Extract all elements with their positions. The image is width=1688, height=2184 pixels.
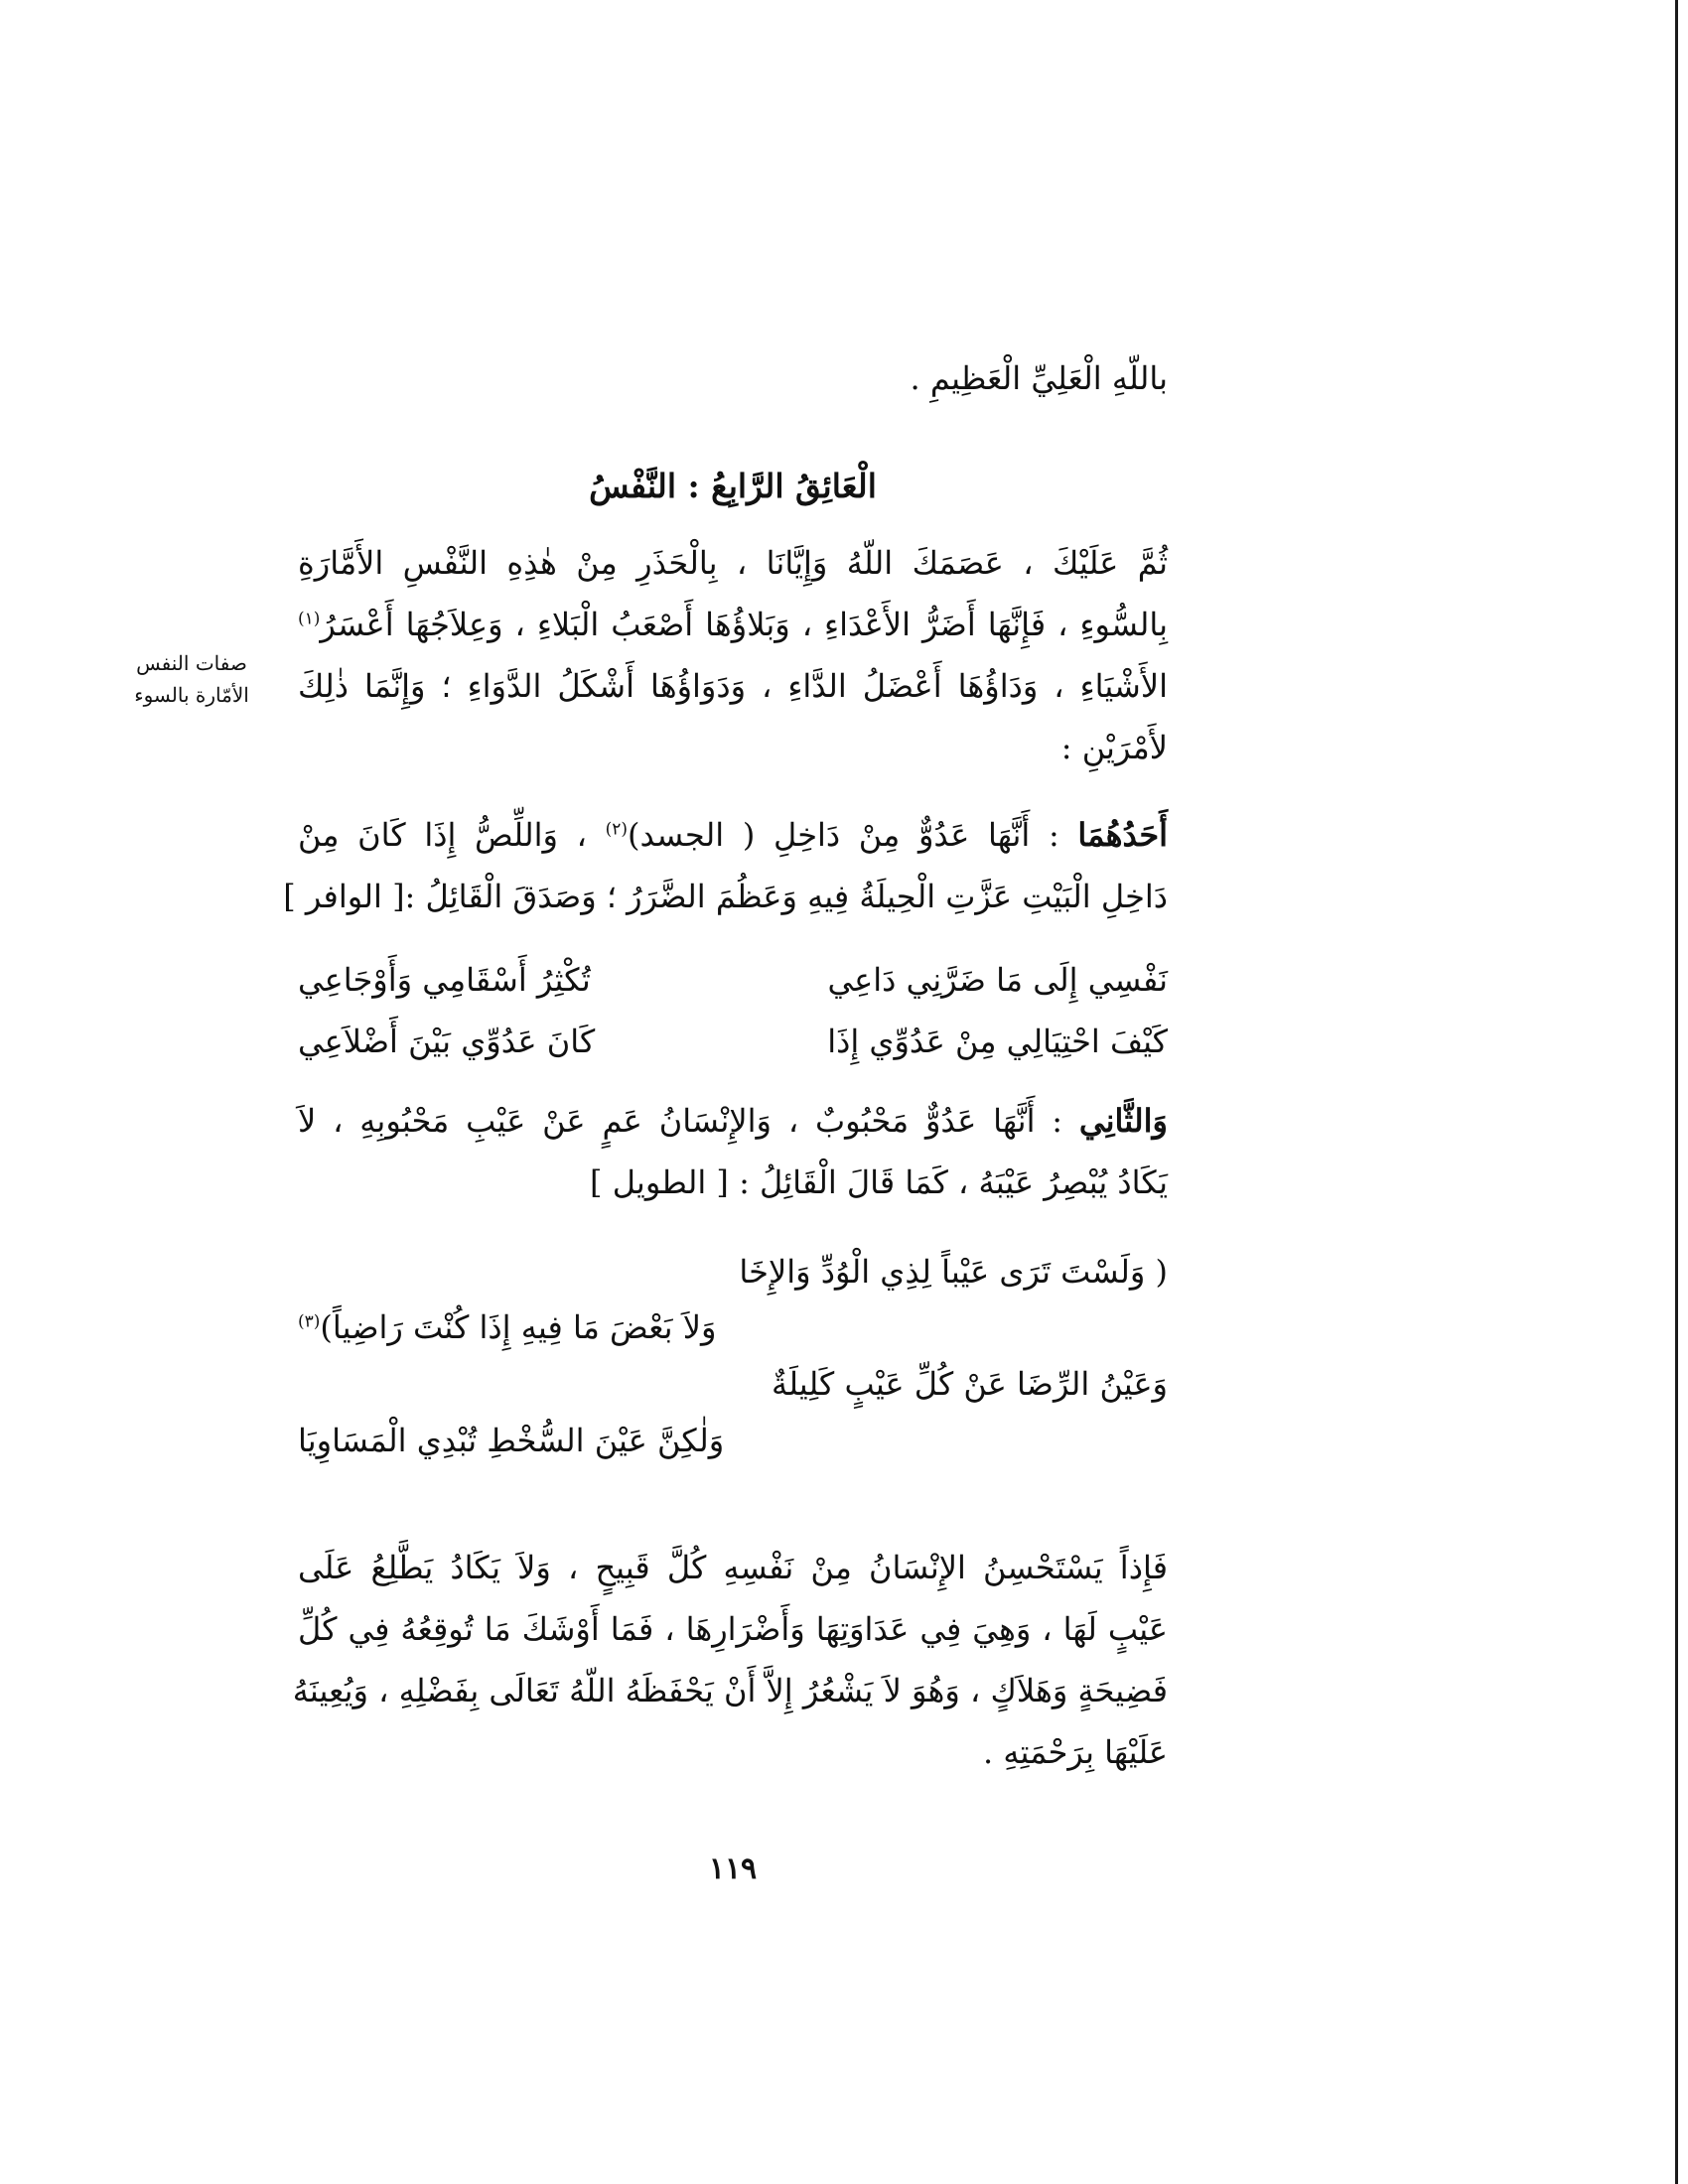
- footnote-marker-3: (٣): [298, 1311, 321, 1332]
- verse-2-line-4: وَلٰكِنَّ عَيْنَ السُّخْطِ تُبْدِي الْمَسَاوِيَا: [298, 1422, 725, 1459]
- verse-1-line-1-second-hemistich: تُكْثِرُ أَسْقَامِي وَأَوْجَاعِي: [298, 961, 591, 999]
- verse-1-line-1: [298, 961, 1168, 1023]
- paragraph-3: [298, 1102, 1168, 1225]
- margin-note: [107, 647, 276, 711]
- paragraph-2-line-2: دَاخِلِ الْبَيْتِ عَزَّتِ الْحِيلَةُ فِيهِ وَعَظُمَ الضَّرَرُ ؛ وَصَدَقَ الْقَائِلُ :[ الوافر ]: [283, 878, 1168, 915]
- paragraph-2-line-1-tail: ، وَاللِّصُّ إِذَا كَانَ مِنْ: [298, 816, 606, 854]
- verse-2-line-3: وَعَيْنُ الرِّضَا عَنْ كُلِّ عَيْبٍ كَلِيلَةٌ: [772, 1365, 1168, 1403]
- verse-1: [298, 961, 1168, 1084]
- section-heading: الْعَائِقُ الرَّابِعُ : النَّفْسُ: [589, 467, 877, 505]
- paragraph-2-line-1-text: : أَنَّهَا عَدُوٌّ مِنْ دَاخِلِ ( الجسد): [628, 816, 1078, 854]
- paragraph-3-lead-word: وَالثَّانِي: [1078, 1102, 1168, 1140]
- footnote-marker-2: (٢): [605, 819, 629, 840]
- top-text-block: [298, 359, 1168, 397]
- paragraph-3-line-1: [298, 1102, 1168, 1163]
- paragraph-1-line-2: [298, 606, 1168, 667]
- verse-1-line-2-second-hemistich: كَانَ عَدُوِّي بَيْنَ أَضْلاَعِي: [298, 1023, 596, 1060]
- paragraph-2: [283, 816, 1168, 939]
- paragraph-4: [292, 1549, 1168, 1795]
- verse-2-line-2-text: وَلاَ بَعْضَ مَا فِيهِ إِذَا كُنْتَ رَاضِياً): [320, 1308, 717, 1346]
- page-edge-rule: [1675, 0, 1678, 2184]
- paragraph-2-line-1: [298, 816, 1168, 878]
- verse-2-line-2: [298, 1308, 716, 1346]
- paragraph-1-line-4: لأَمْرَيْنِ :: [1060, 729, 1168, 766]
- paragraph-4-line-4: عَلَيْهَا بِرَحْمَتِهِ .: [982, 1733, 1168, 1771]
- paragraph-3-line-2: يَكَادُ يُبْصِرُ عَيْبَهُ ، كَمَا قَالَ الْقَائِلُ : [ الطويل ]: [590, 1163, 1168, 1201]
- footnote-marker-1: (١): [298, 609, 321, 629]
- verse-1-line-2-first-hemistich: كَيْفَ احْتِيَالِي مِنْ عَدُوِّي إِذَا: [827, 1023, 1168, 1060]
- paragraph-2-lead-word: أَحَدُهُمَا: [1077, 816, 1168, 854]
- paragraph-4-line-3: فَضِيحَةٍ وَهَلاَكٍ ، وَهُوَ لاَ يَشْعُرُ إِلاَّ أَنْ يَحْفَظَهُ اللّهُ تَعَالَى بِفَضْلِهِ ، وَيُعِينَهُ: [292, 1672, 1168, 1709]
- paragraph-1: [298, 544, 1168, 790]
- page-number: ١١٩: [708, 1851, 758, 1886]
- paragraph-1-line-2-text: بِالسُّوءِ ، فَإِنَّهَا أَضَرُّ الأَعْدَاءِ ، وَبَلاؤُهَا أَصْعَبُ الْبَلاءِ ، وَعِلاَجُهَا أَعْسَرُ: [320, 606, 1169, 643]
- closing-phrase-line: باللّهِ الْعَلِيِّ الْعَظِيمِ .: [910, 359, 1168, 397]
- verse-1-line-1-first-hemistich: نَفْسِي إِلَى مَا ضَرَّنِي دَاعِي: [827, 961, 1168, 999]
- margin-note-line-2: الأمّارة بالسوء: [134, 683, 249, 707]
- paragraph-1-line-1: ثُمَّ عَلَيْكَ ، عَصَمَكَ اللّهُ وَإِيَّانَا ، بِالْحَذَرِ مِنْ هٰذِهِ النَّفْسِ الأَمَّارَةِ: [298, 544, 1169, 582]
- paragraph-4-line-1: فَإِذاً يَسْتَحْسِنُ الإِنْسَانُ مِنْ نَفْسِهِ كُلَّ قَبِيحٍ ، وَلاَ يَكَادُ يَطَّلِعُ عَلَى: [298, 1549, 1168, 1586]
- section-heading-block: [298, 467, 1168, 506]
- paragraph-3-line-1-text: : أَنَّهَا عَدُوٌّ مَحْبُوبٌ ، وَالإِنْسَانُ عَمٍ عَنْ عَيْبِ مَحْبُوبِهِ ، لاَ: [298, 1102, 1079, 1140]
- verse-1-line-2: [298, 1023, 1168, 1084]
- margin-note-line-1: صفات النفس: [136, 651, 247, 675]
- verse-2-line-1: ( وَلَسْتَ تَرَى عَيْباً لِذِي الْوُدِّ وَالإِخَا: [739, 1253, 1168, 1291]
- paragraph-4-line-2: عَيْبٍ لَهَا ، وَهِيَ فِي عَدَاوَتِهَا وَأَضْرَارِهَا ، فَمَا أَوْشَكَ مَا تُوقِعُهُ فِي كُلِّ: [298, 1610, 1168, 1648]
- paragraph-1-line-3: الأَشْيَاءِ ، وَدَاؤُهَا أَعْضَلُ الدَّاءِ ، وَدَوَاؤُهَا أَشْكَلُ الدَّوَاءِ ؛ وَإِنَّمَا ذٰلِكَ: [298, 667, 1168, 705]
